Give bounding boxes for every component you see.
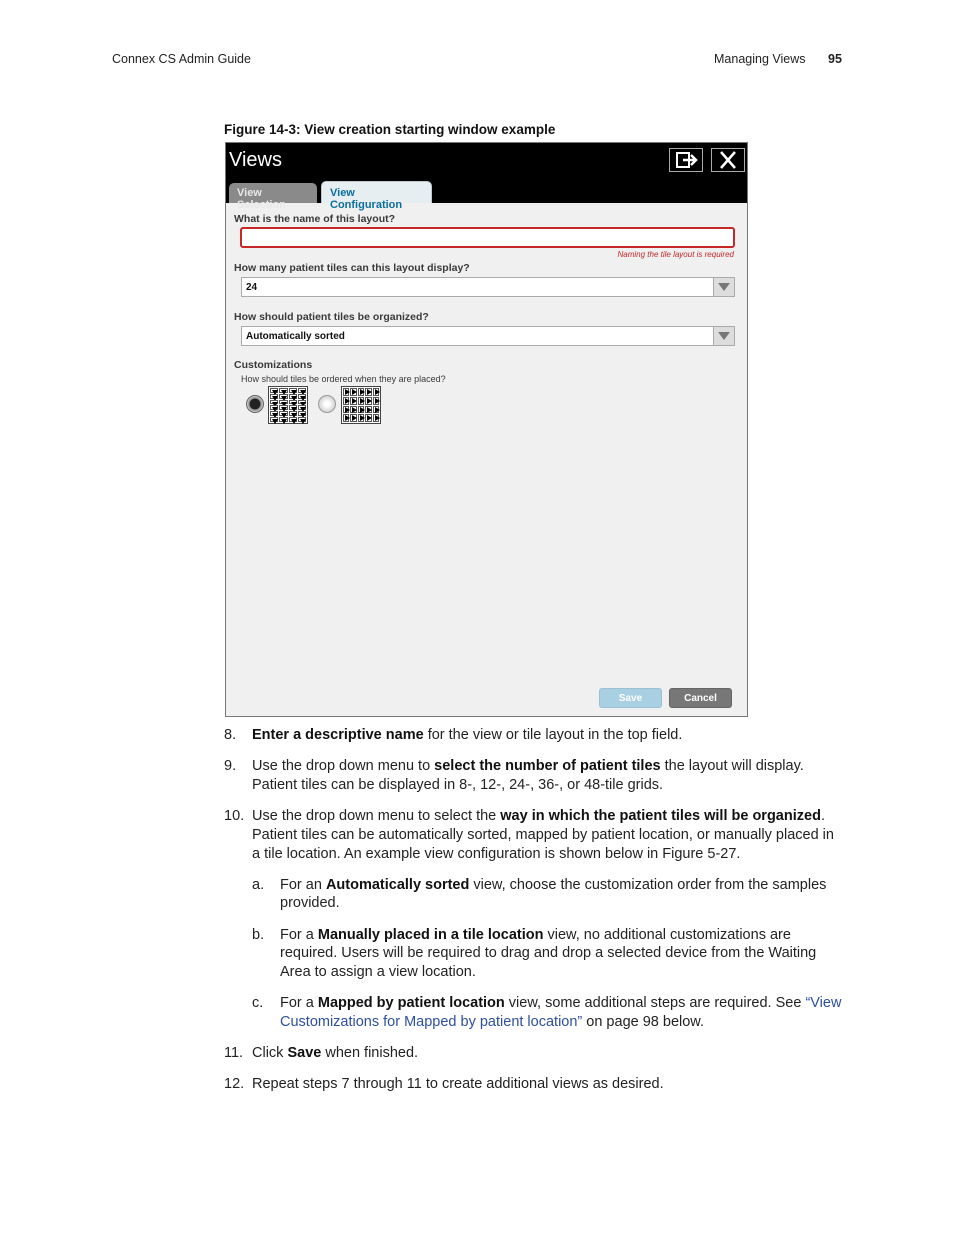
organize-dropdown[interactable] [241, 326, 735, 346]
step-number: 9. [224, 758, 237, 775]
exit-icon [670, 149, 702, 171]
step-text: Use the drop down menu to select the [252, 808, 501, 825]
substep-letter: b. [252, 926, 265, 943]
save-button[interactable]: Save [599, 688, 662, 708]
organize-value: Automatically sorted [246, 331, 345, 342]
substep-letter: c. [252, 995, 264, 1012]
cross-reference-link[interactable]: “View Customizations for Mapped by patient location” [280, 995, 842, 1030]
tiles-question-label: How many patient tiles can this layout display? [234, 262, 470, 274]
step-9 [224, 757, 844, 794]
step-text: Use the drop down menu to [252, 758, 435, 775]
tile-count-value: 24 [246, 282, 258, 293]
views-window [225, 142, 748, 717]
layout-name-input[interactable] [240, 227, 735, 248]
substep-c [252, 994, 844, 1031]
tab-view-configuration[interactable]: View Configuration [321, 181, 432, 203]
vertical-order-radio[interactable] [246, 395, 264, 413]
step-11 [224, 1044, 844, 1063]
close-button[interactable] [711, 148, 745, 172]
step-text: . Patient tiles can be automatically sorted, mapped by patient location, or manually placed in a tile location. An example view configuration is shown below in Figure 5-27. [252, 808, 834, 862]
step-emphasis: Automatically sorted [325, 876, 470, 893]
window-title: Views [229, 149, 282, 171]
step-text: for the view or tile layout in the top field. [423, 727, 683, 743]
substep-letter: a. [252, 876, 265, 893]
running-header-title: Connex CS Admin Guide [112, 52, 251, 66]
step-text: view, no additional customizations are required. Users will be required to drag and drop a selected device from the Waiting Area to assign a view location. [280, 926, 817, 981]
chevron-down-icon [713, 278, 734, 296]
name-question-label: What is the name of this layout? [234, 213, 396, 225]
substep-a [252, 876, 844, 913]
horizontal-order-icon [341, 386, 381, 424]
page-number: 95 [828, 52, 842, 66]
customizations-label: Customizations [234, 359, 313, 371]
chevron-down-icon [713, 327, 734, 345]
step-emphasis: Enter a descriptive name [252, 727, 424, 743]
cancel-button[interactable]: Cancel [669, 688, 732, 708]
name-required-message: Naming the tile layout is required [617, 250, 734, 259]
running-header-section: Managing Views [714, 52, 806, 66]
order-question-label: How should tiles be ordered when they are placed? [241, 374, 446, 384]
tile-count-dropdown[interactable] [241, 277, 735, 297]
step-number: 10. [224, 808, 245, 825]
step-text: Click [252, 1045, 288, 1062]
figure-caption: Figure 14-3: View creation starting window example [224, 122, 556, 137]
vertical-order-icon [268, 386, 308, 424]
organize-question-label: How should patient tiles be organized? [234, 311, 429, 323]
step-10 [224, 807, 844, 863]
exit-button[interactable] [669, 148, 703, 172]
step-12 [224, 1075, 844, 1094]
step-emphasis: way in which the patient tiles will be organized [500, 808, 821, 825]
step-text: For a [280, 926, 318, 943]
step-text: view, choose the customization order from the samples provided. [280, 876, 827, 912]
step-text: view, some additional steps are required. See [504, 995, 806, 1012]
step-text: when finished. [321, 1045, 419, 1062]
step-text: For a [280, 995, 318, 1012]
close-icon [712, 149, 744, 171]
step-text: the layout will display. Patient tiles can be displayed in 8-, 12-, 24-, 36-, or 48-tile grids. [252, 758, 804, 793]
step-number: 8. [224, 727, 237, 743]
step-number: 12. [224, 1076, 245, 1093]
step-8 [224, 726, 844, 745]
title-bar [226, 143, 747, 211]
step-text: on page 98 below. [582, 1013, 704, 1030]
step-text: Repeat steps 7 through 11 to create additional views as desired. [252, 1076, 664, 1093]
step-number: 11. [224, 1045, 244, 1062]
step-emphasis: Save [287, 1045, 322, 1062]
step-emphasis: Mapped by patient location [317, 995, 505, 1012]
step-text: For an [280, 876, 326, 893]
step-emphasis: select the number of patient tiles [434, 758, 661, 775]
instructions [224, 726, 844, 1107]
step-emphasis: Manually placed in a tile location [317, 926, 544, 943]
horizontal-order-radio[interactable] [318, 395, 336, 413]
tab-view-selection[interactable]: View Selection [229, 183, 317, 203]
substep-b [252, 926, 844, 982]
